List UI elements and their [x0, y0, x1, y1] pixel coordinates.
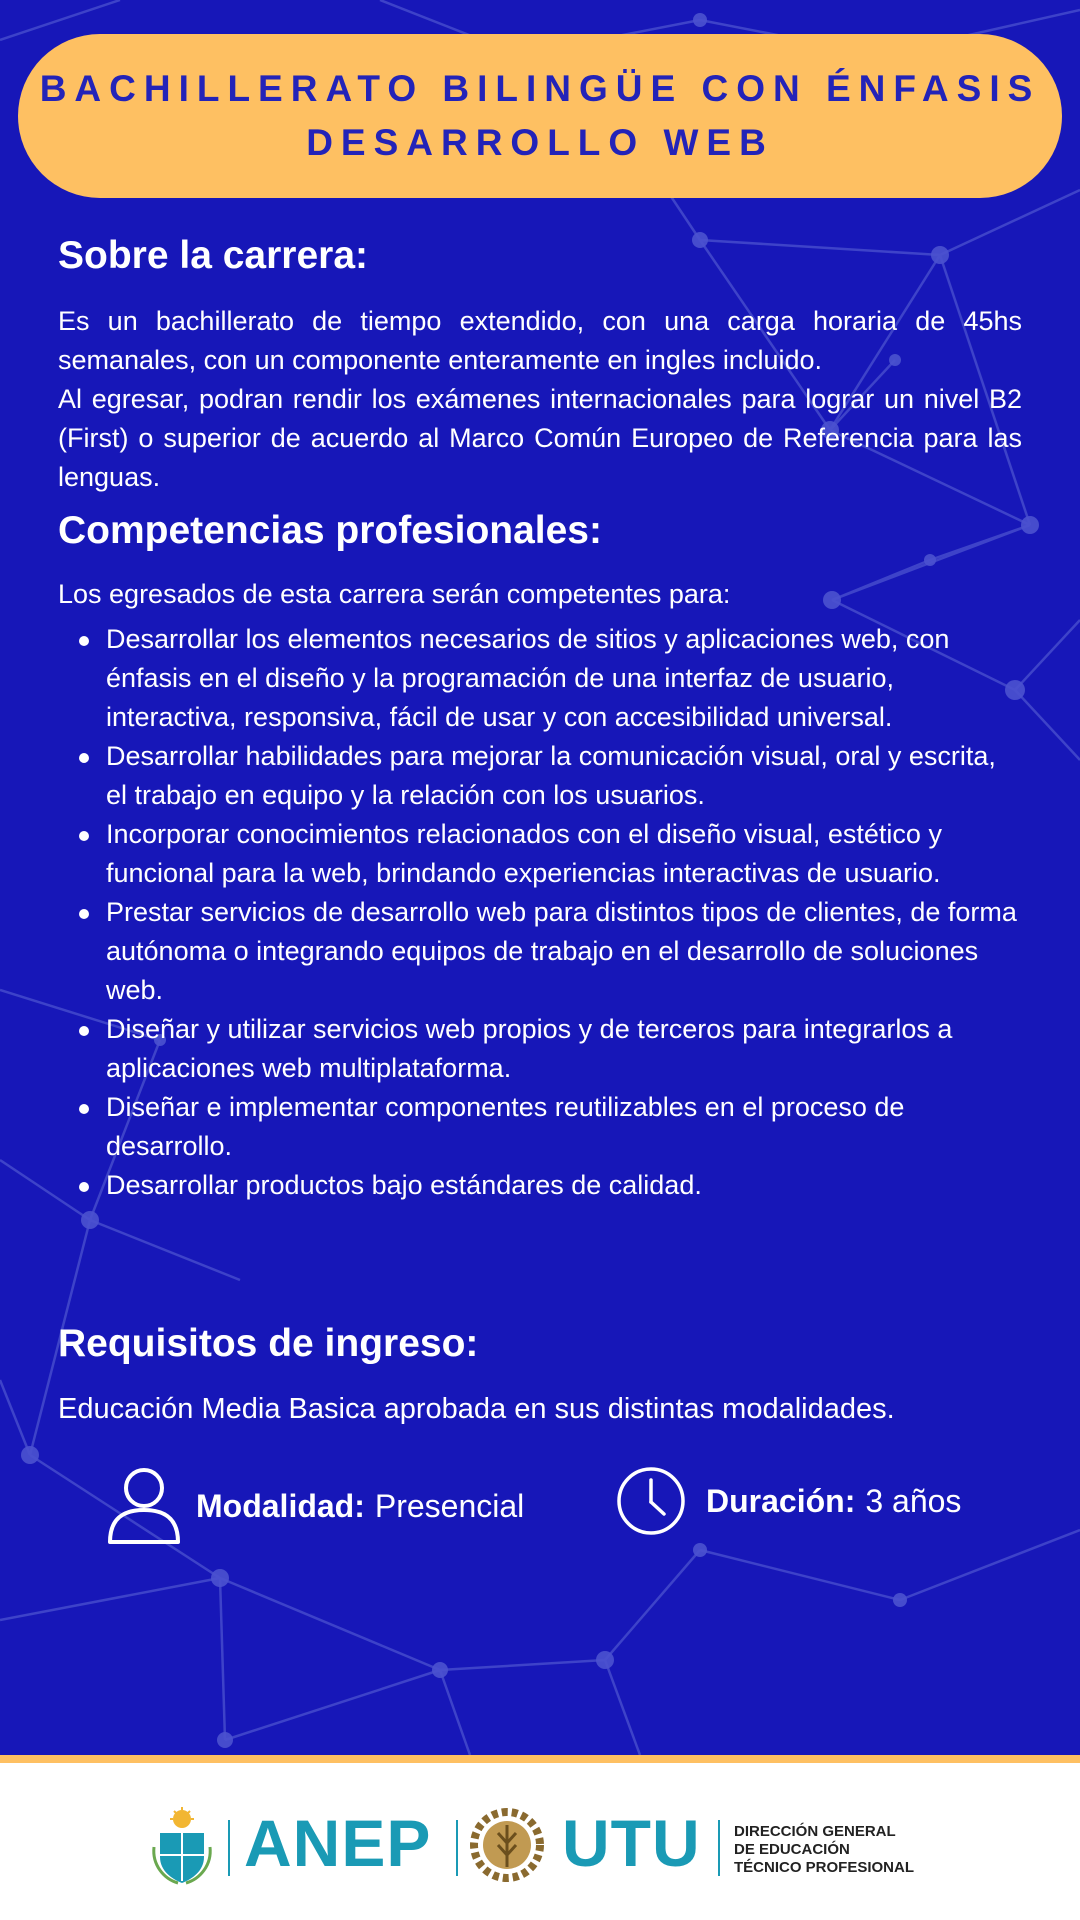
about-paragraph-2: Al egresar, podran rendir los exámenes internacionales para lograr un nivel B2 (First) o superior de acuerdo al Marco Común Europeo de Referencia para las lenguas. [58, 384, 1022, 492]
title-line-2: DESARROLLO WEB [306, 122, 774, 163]
utu-gear-emblem-icon [470, 1805, 544, 1885]
about-heading: Sobre la carrera: [58, 234, 369, 277]
utu-logo: UTU [562, 1806, 701, 1880]
about-section [58, 232, 1022, 497]
list-item: Desarrollar habilidades para mejorar la comunicación visual, oral y escrita, el trabajo en equipo y la relación con los usuarios. [106, 737, 1022, 815]
requirements-text: Educación Media Basica aprobada en sus distintas modalidades. [58, 1393, 895, 1425]
list-item: Desarrollar los elementos necesarios de sitios y aplicaciones web, con énfasis en el diseño y la programación de una interfaz de usuario, interactiva, responsiva, fácil de usar y con accesibilidad universal. [106, 620, 1022, 737]
uruguay-shield-icon [150, 1807, 214, 1885]
list-item: Incorporar conocimientos relacionados con el diseño visual, estético y funcional para la web, brindando experiencias interactivas de usuario. [106, 815, 1022, 893]
requirements-heading: Requisitos de ingreso: [58, 1322, 479, 1365]
duration-info [616, 1466, 961, 1536]
title-banner [18, 34, 1062, 198]
duration-value: 3 años [865, 1482, 962, 1519]
modality-value: Presencial [374, 1487, 525, 1524]
competencies-heading: Competencias profesionales: [58, 509, 602, 552]
dgetp-logo-text [734, 1823, 914, 1877]
dgetp-line-3: TÉCNICO PROFESIONAL [734, 1859, 915, 1876]
list-item: Diseñar e implementar componentes reutilizables en el proceso de desarrollo. [106, 1088, 1022, 1166]
competencies-intro: Los egresados de esta carrera serán competentes para: [58, 579, 731, 609]
title-line-1: BACHILLERATO BILINGÜE CON ÉNFASIS [39, 68, 1041, 109]
clock-icon [616, 1466, 686, 1536]
footer-logos [0, 1755, 1080, 1920]
list-item: Diseñar y utilizar servicios web propios y de terceros para integrarlos a aplicaciones web multiplataforma. [106, 1010, 1022, 1088]
dgetp-line-2: DE EDUCACIÓN [734, 1841, 850, 1858]
requirements-section [58, 1320, 1022, 1430]
list-item: Desarrollar productos bajo estándares de calidad. [106, 1166, 1022, 1205]
modality-info [106, 1466, 524, 1546]
modality-label: Modalidad: [196, 1487, 365, 1524]
list-item: Prestar servicios de desarrollo web para distintos tipos de clientes, de forma autónoma o integrando equipos de trabajo en el desarrollo de soluciones web. [106, 893, 1022, 1010]
dgetp-line-1: DIRECCIÓN GENERAL [734, 1823, 896, 1840]
competencies-section [58, 507, 1022, 1205]
competencies-list [58, 620, 1022, 1205]
person-icon [106, 1466, 182, 1546]
duration-label: Duración: [706, 1482, 856, 1519]
about-paragraph-1: Es un bachillerato de tiempo extendido, con una carga horaria de 45hs semanales, con un componente enteramente en ingles incluido. [58, 306, 1022, 375]
anep-logo: ANEP [244, 1806, 432, 1880]
